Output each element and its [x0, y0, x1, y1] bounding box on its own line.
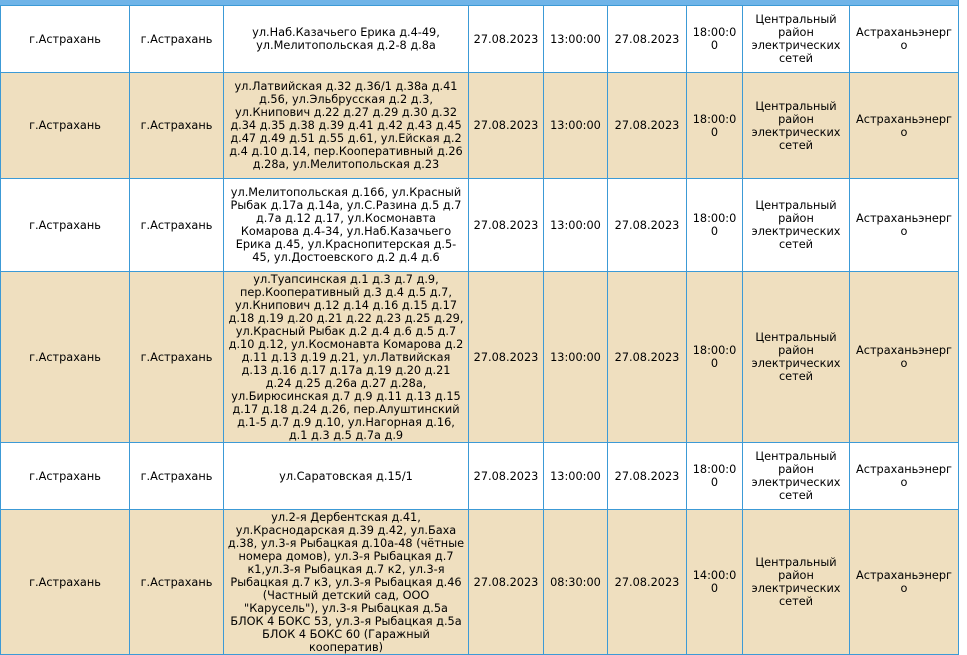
start-date-cell: 27.08.2023: [469, 510, 544, 655]
network-cell: Центральный район электрических сетей: [743, 443, 850, 510]
start-time-cell: 13:00:00: [544, 179, 608, 272]
company-cell: Астраханьэнерго: [850, 73, 959, 179]
end-time-cell: 18:00:00: [687, 272, 743, 443]
network-cell: Центральный район электрических сетей: [743, 510, 850, 655]
district-cell: г.Астрахань: [1, 272, 130, 443]
company-cell: Астраханьэнерго: [850, 179, 959, 272]
network-cell: Центральный район электрических сетей: [743, 6, 850, 73]
end-date-cell: 27.08.2023: [608, 510, 687, 655]
district-cell: г.Астрахань: [1, 179, 130, 272]
start-time-cell: 13:00:00: [544, 73, 608, 179]
network-cell: Центральный район электрических сетей: [743, 179, 850, 272]
start-time-cell: 13:00:00: [544, 6, 608, 73]
table-row: [1, 510, 959, 655]
start-date-cell: 27.08.2023: [469, 443, 544, 510]
start-date-cell: 27.08.2023: [469, 6, 544, 73]
end-date-cell: 27.08.2023: [608, 73, 687, 179]
table-row: [1, 6, 959, 73]
district-cell: г.Астрахань: [1, 510, 130, 655]
company-cell: Астраханьэнерго: [850, 6, 959, 73]
table-row: [1, 179, 959, 272]
right-margin: [958, 0, 967, 655]
start-time-cell: 08:30:00: [544, 510, 608, 655]
district-cell: г.Астрахань: [1, 6, 130, 73]
end-time-cell: 18:00:00: [687, 73, 743, 179]
start-time-cell: 13:00:00: [544, 443, 608, 510]
company-cell: Астраханьэнерго: [850, 443, 959, 510]
city-cell: г.Астрахань: [130, 443, 224, 510]
city-cell: г.Астрахань: [130, 73, 224, 179]
end-date-cell: 27.08.2023: [608, 443, 687, 510]
end-time-cell: 18:00:00: [687, 6, 743, 73]
address-cell: ул.Наб.Казачьего Ерика д.4-49, ул.Мелитопольская д.2-8 д.8а: [224, 6, 469, 73]
end-time-cell: 18:00:00: [687, 443, 743, 510]
table-row: [1, 272, 959, 443]
end-date-cell: 27.08.2023: [608, 179, 687, 272]
district-cell: г.Астрахань: [1, 443, 130, 510]
address-cell: ул.Туапсинская д.1 д.3 д.7 д.9, пер.Кооперативный д.3 д.4 д.5 д.7, ул.Книпович д.12 д.14 д.16 д.15 д.17 д.18 д.19 д.20 д.21 д.22 д.23 д.25 д.29, ул.Красный Рыбак д.2 д.4 д.6 д.5 д.7 д.10 д.12, ул.Космонавта Комарова д.2 д.11 д.13 д.19 д.21, ул.Латвийская д.13 д.16 д.17 д.17а д.19 д.20 д.21 д.24 д.25 д.26а д.27 д.28а, ул.Бирюсинская д.7 д.9 д.11 д.13 д.15 д.17 д.18 д.24 д.26, пер.Алуштинский д.1-5 д.7 д.9 д.10, ул.Нагорная д.16, д.1 д.3 д.5 д.7а д.9: [224, 272, 469, 443]
city-cell: г.Астрахань: [130, 272, 224, 443]
company-cell: Астраханьэнерго: [850, 272, 959, 443]
end-time-cell: 14:00:00: [687, 510, 743, 655]
end-date-cell: 27.08.2023: [608, 272, 687, 443]
address-cell: ул.Мелитопольская д.166, ул.Красный Рыбак д.17а д.14а, ул.С.Разина д.5 д.7 д.7а д.12 д.17, ул.Космонавта Комарова д.4-34, ул.Наб.Казачьего Ерика д.45, ул.Краснопитерская д.5-45, ул.Достоевского д.2 д.4 д.6: [224, 179, 469, 272]
network-cell: Центральный район электрических сетей: [743, 272, 850, 443]
start-date-cell: 27.08.2023: [469, 272, 544, 443]
district-cell: г.Астрахань: [1, 73, 130, 179]
city-cell: г.Астрахань: [130, 179, 224, 272]
city-cell: г.Астрахань: [130, 6, 224, 73]
outage-schedule-table: [0, 5, 959, 655]
network-cell: Центральный район электрических сетей: [743, 73, 850, 179]
city-cell: г.Астрахань: [130, 510, 224, 655]
address-cell: ул.2-я Дербентская д.41, ул.Краснодарская д.39 д.42, ул.Баха д.38, ул.3-я Рыбацкая д.10а-48 (чётные номера домов), ул.3-я Рыбацкая д.7 к1,ул.3-я Рыбацкая д.7 к2, ул.3-я Рыбацкая д.7 к3, ул.3-я Рыбацкая д.46 (Частный детский сад, ООО "Карусель"), ул.3-я Рыбацкая д.5а БЛОК 4 БОКС 53, ул.3-я Рыбацкая д.5а БЛОК 4 БОКС 60 (Гаражный кооператив): [224, 510, 469, 655]
table-row: [1, 443, 959, 510]
start-date-cell: 27.08.2023: [469, 73, 544, 179]
start-time-cell: 13:00:00: [544, 272, 608, 443]
end-time-cell: 18:00:00: [687, 179, 743, 272]
end-date-cell: 27.08.2023: [608, 6, 687, 73]
address-cell: ул.Латвийская д.32 д.36/1 д.38а д.41 д.56, ул.Эльбрусская д.2 д.3, ул.Книпович д.22 д.27 д.29 д.30 д.32 д.34 д.35 д.38 д.39 д.41 д.42 д.43 д.45 д.47 д.49 д.51 д.55 д.61, ул.Ейская д.2 д.4 д.10 д.14, пер.Кооперативный д.26 д.28а, ул.Мелитопольская д.23: [224, 73, 469, 179]
table-row: [1, 73, 959, 179]
company-cell: Астраханьэнерго: [850, 510, 959, 655]
address-cell: ул.Саратовская д.15/1: [224, 443, 469, 510]
start-date-cell: 27.08.2023: [469, 179, 544, 272]
